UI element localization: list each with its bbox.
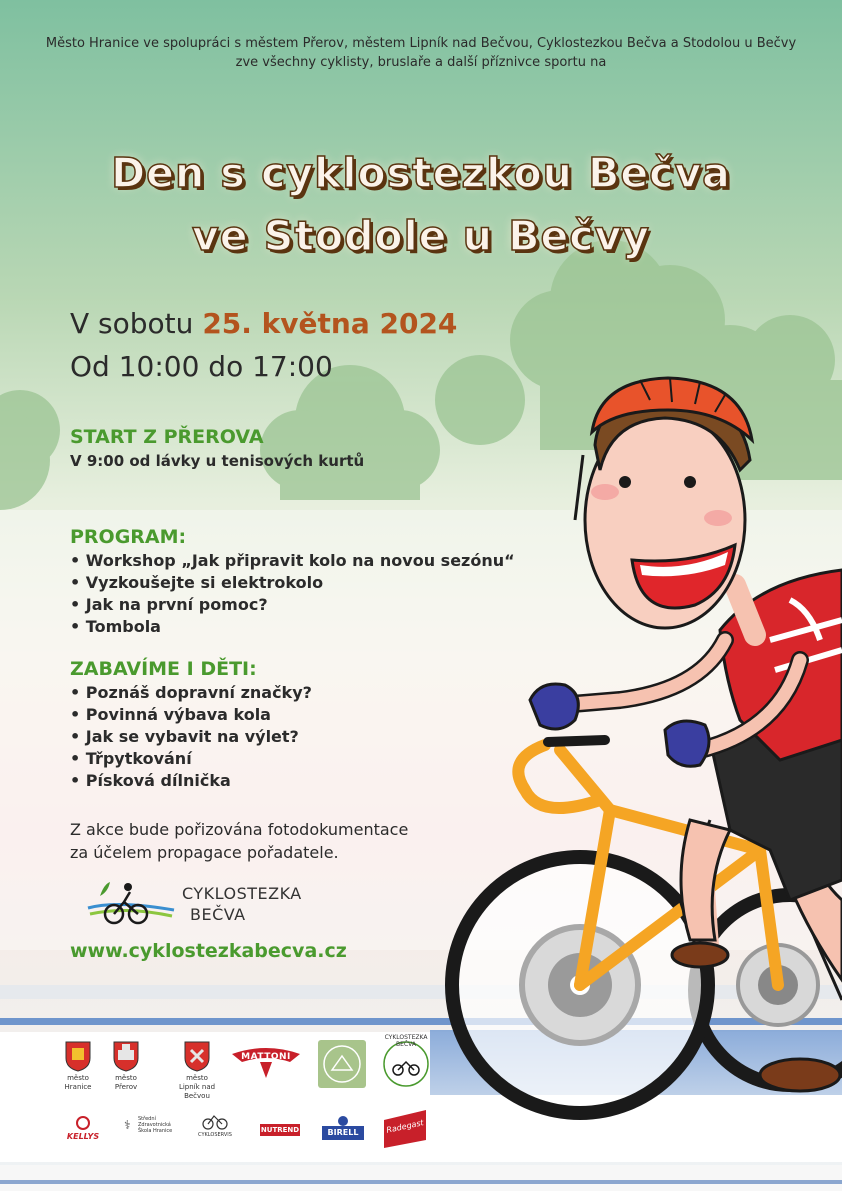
- title-line-1: Den s cyklostezkou Bečva: [111, 149, 731, 197]
- logo-stodola: [318, 1040, 366, 1088]
- coat-of-arms-icon: [183, 1040, 211, 1072]
- date-value: 25. května 2024: [202, 307, 458, 340]
- intro-text: [20, 34, 822, 72]
- photo-note: [70, 818, 408, 864]
- brand-line-1: CYKLOSTEZKA: [182, 884, 302, 903]
- cyclist-head: [575, 378, 752, 628]
- logo-ring-text: CYKLOSTEZKA BEČVA: [384, 1034, 428, 1048]
- birell-emblem-icon: [338, 1116, 348, 1126]
- list-item: • Tombola: [70, 616, 515, 638]
- cyclist-logo-icon: [86, 878, 176, 928]
- start-text: V 9:00 od lávky u tenisových kurtů: [70, 452, 365, 470]
- cyklostezka-brand: [86, 878, 306, 930]
- start-heading: START Z PŘEROVA: [70, 426, 264, 448]
- program-list: [70, 550, 515, 638]
- list-item: • Třpytkování: [70, 748, 312, 770]
- logo-mattoni: [230, 1044, 302, 1080]
- logo-caption: město Lipník nad Bečvou: [178, 1074, 216, 1100]
- bike-icon: [200, 1112, 230, 1130]
- list-item: • Jak na první pomoc?: [70, 594, 515, 616]
- logo-radegast-text: Radegast: [385, 1118, 425, 1135]
- logo-mattoni-text: MATTONI: [241, 1052, 291, 1062]
- logo-cykloservis: [194, 1112, 236, 1144]
- event-time: Od 10:00 do 17:00: [70, 350, 333, 383]
- logo-skola: [124, 1116, 176, 1144]
- coat-of-arms-icon: [64, 1040, 92, 1072]
- list-item: • Povinná výbava kola: [70, 704, 312, 726]
- list-item: • Poznáš dopravní značky?: [70, 682, 312, 704]
- intro-line-1: Město Hranice ve spolupráci s městem Přerov, městem Lipník nad Bečvou, Cyklostezkou Bečva a Stodolou u Bečvy: [45, 36, 797, 51]
- logo-hranice: [56, 1040, 100, 1100]
- logo-cykloservis-text: CYKLOSERVIS: [198, 1132, 232, 1138]
- logo-prerov: [104, 1040, 148, 1100]
- note-line-1: Z akce bude pořizována fotodokumentace: [70, 820, 409, 839]
- date-prefix: V sobotu: [70, 307, 194, 340]
- list-item: • Písková dílnička: [70, 770, 312, 792]
- intro-line-2: zve všechny cyklisty, bruslaře a další příznivce sportu na: [235, 55, 607, 70]
- note-line-2: za účelem propagace pořadatele.: [70, 843, 339, 862]
- logo-birell: [322, 1116, 364, 1142]
- list-item: • Jak se vybavit na výlet?: [70, 726, 312, 748]
- logo-kellys: [54, 1116, 112, 1144]
- seal-icon: [318, 1040, 366, 1088]
- logo-lipnik: [166, 1040, 228, 1100]
- event-date: [70, 307, 457, 340]
- list-item: • Workshop „Jak připravit kolo na novou sezónu“: [70, 550, 515, 572]
- brand-line-2: BEČVA: [190, 905, 246, 924]
- event-title: [20, 142, 822, 268]
- kids-heading: ZABAVÍME I DĚTI:: [70, 658, 257, 680]
- kellys-icon: [73, 1116, 93, 1130]
- logo-caption: město Hranice: [64, 1074, 92, 1091]
- list-item: • Vyzkoušejte si elektrokolo: [70, 572, 515, 594]
- logo-birell-text: BIRELL: [322, 1126, 364, 1140]
- kids-list: [70, 682, 312, 792]
- logo-nutrend: NUTREND: [260, 1126, 300, 1134]
- logo-kellys-text: KELLYS: [66, 1132, 100, 1141]
- logo-cyklostezka-ring: [376, 1036, 436, 1092]
- caduceus-icon: ⚕: [124, 1118, 131, 1132]
- eagle-icon: [230, 1044, 302, 1080]
- logo-radegast: [382, 1108, 428, 1150]
- coat-of-arms-icon: [112, 1040, 140, 1072]
- program-heading: PROGRAM:: [70, 526, 187, 548]
- title-line-2: ve Stodole u Bečvy: [191, 212, 651, 260]
- logo-caption: město Přerov: [114, 1074, 138, 1091]
- website-link[interactable]: www.cyklostezkabecva.cz: [70, 940, 347, 962]
- logo-caption: Střední Zdravotnická Škola Hranice: [138, 1116, 173, 1134]
